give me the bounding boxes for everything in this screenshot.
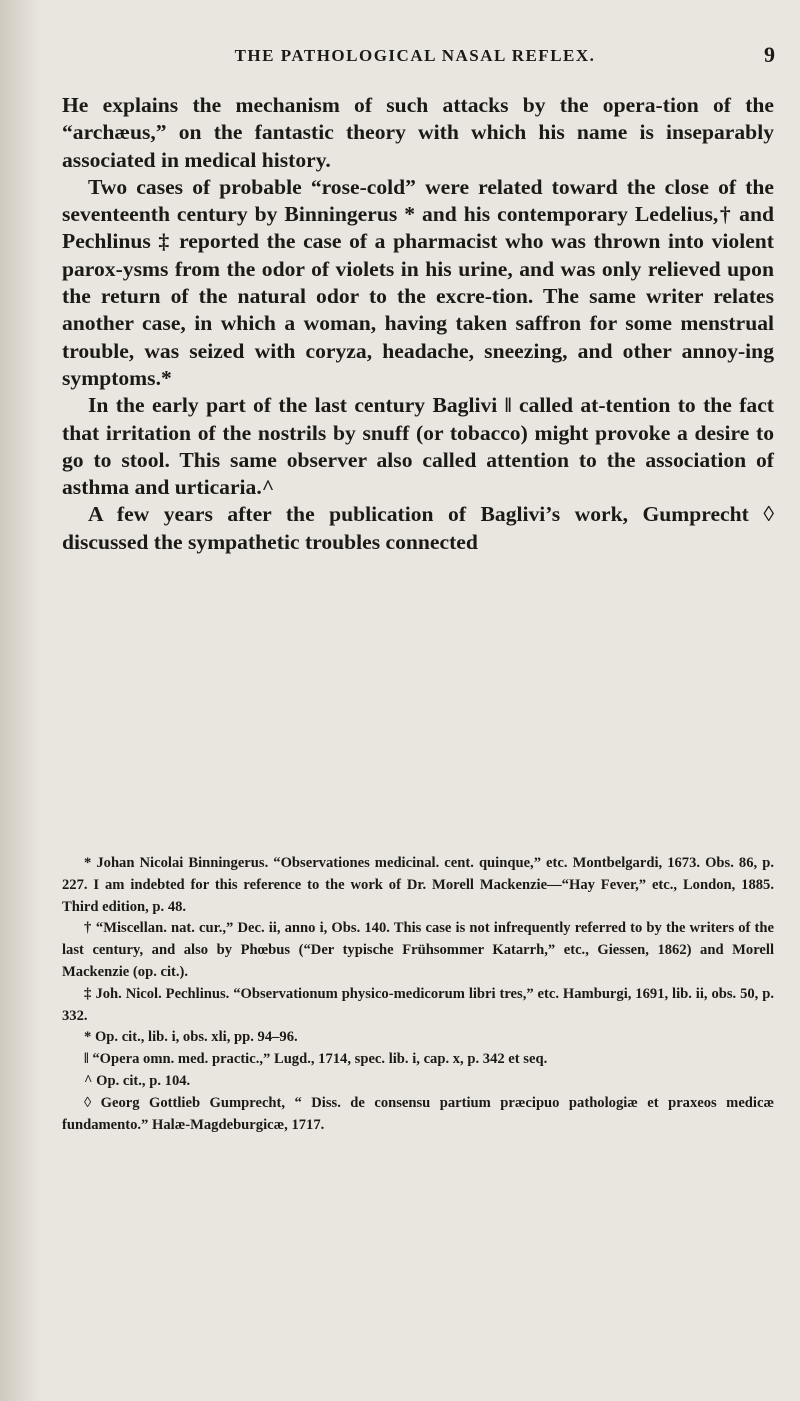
page-header	[55, 42, 775, 72]
footnote: ◊ Georg Gottlieb Gumprecht, “ Diss. de consensu partium præcipuo pathologiæ et praxeos medicæ fundamento.” Halæ-Magdeburgicæ, 1717.	[62, 1094, 774, 1133]
paragraph: A few years after the publication of Baglivi’s work, Gumprecht ◊ discussed the sympathetic troubles connected	[62, 502, 774, 554]
paragraph: He explains the mechanism of such attacks by the opera-tion of the “archæus,” on the fantastic theory with which his name is inseparably associated in medical history.	[62, 93, 774, 172]
footnote: ^ Op. cit., p. 104.	[84, 1072, 191, 1089]
page-edge-shadow	[0, 0, 40, 1401]
body-text	[62, 92, 774, 556]
page-number: 9	[764, 42, 775, 67]
running-head: THE PATHOLOGICAL NASAL REFLEX.	[234, 46, 596, 65]
paragraph: In the early part of the last century Baglivi ‖ called at-tention to the fact that irritation of the nostrils by snuff (or tobacco) might provoke a desire to go to stool. This same observer also called attention to the association of asthma and urticaria.^	[62, 393, 774, 500]
footnote: ‡ Joh. Nicol. Pechlinus. “Observationum physico-medicorum libri tres,” etc. Hamburgi, 1691, lib. ii, obs. 50, p. 332.	[62, 985, 774, 1024]
footnotes	[62, 853, 774, 1136]
footnote: ‖ “Opera omn. med. practic.,” Lugd., 1714, spec. lib. i, cap. x, p. 342 et seq.	[84, 1051, 548, 1068]
footnote: † “Miscellan. nat. cur.,” Dec. ii, anno i, Obs. 140. This case is not infrequently referred to by the writers of the last century, and also by Phœbus (“Der typische Frühsommer Katarrh,” etc., Giessen, 1862) and Morell Mackenzie (op. cit.).	[62, 920, 774, 980]
paragraph: Two cases of probable “rose-cold” were related toward the close of the seventeenth century by Binningerus * and his contemporary Ledelius,† and Pechlinus ‡ reported the case of a pharmacist who was thrown into violent parox-ysms from the odor of violets in his urine, and was only relieved upon the return of the natural odor to the excre-tion. The same writer relates another case, in which a woman, having taken saffron for some menstrual trouble, was seized with coryza, headache, sneezing, and other annoy-ing symptoms.*	[62, 174, 774, 390]
footnote: * Johan Nicolai Binningerus. “Observationes medicinal. cent. quinque,” etc. Montbelgardi, 1673. Obs. 86, p. 227. I am indebted for this reference to the work of Dr. Morell Mackenzie—“Hay Fever,” etc., London, 1885. Third edition, p. 48.	[62, 855, 774, 915]
footnote: * Op. cit., lib. i, obs. xli, pp. 94–96.	[84, 1029, 298, 1046]
